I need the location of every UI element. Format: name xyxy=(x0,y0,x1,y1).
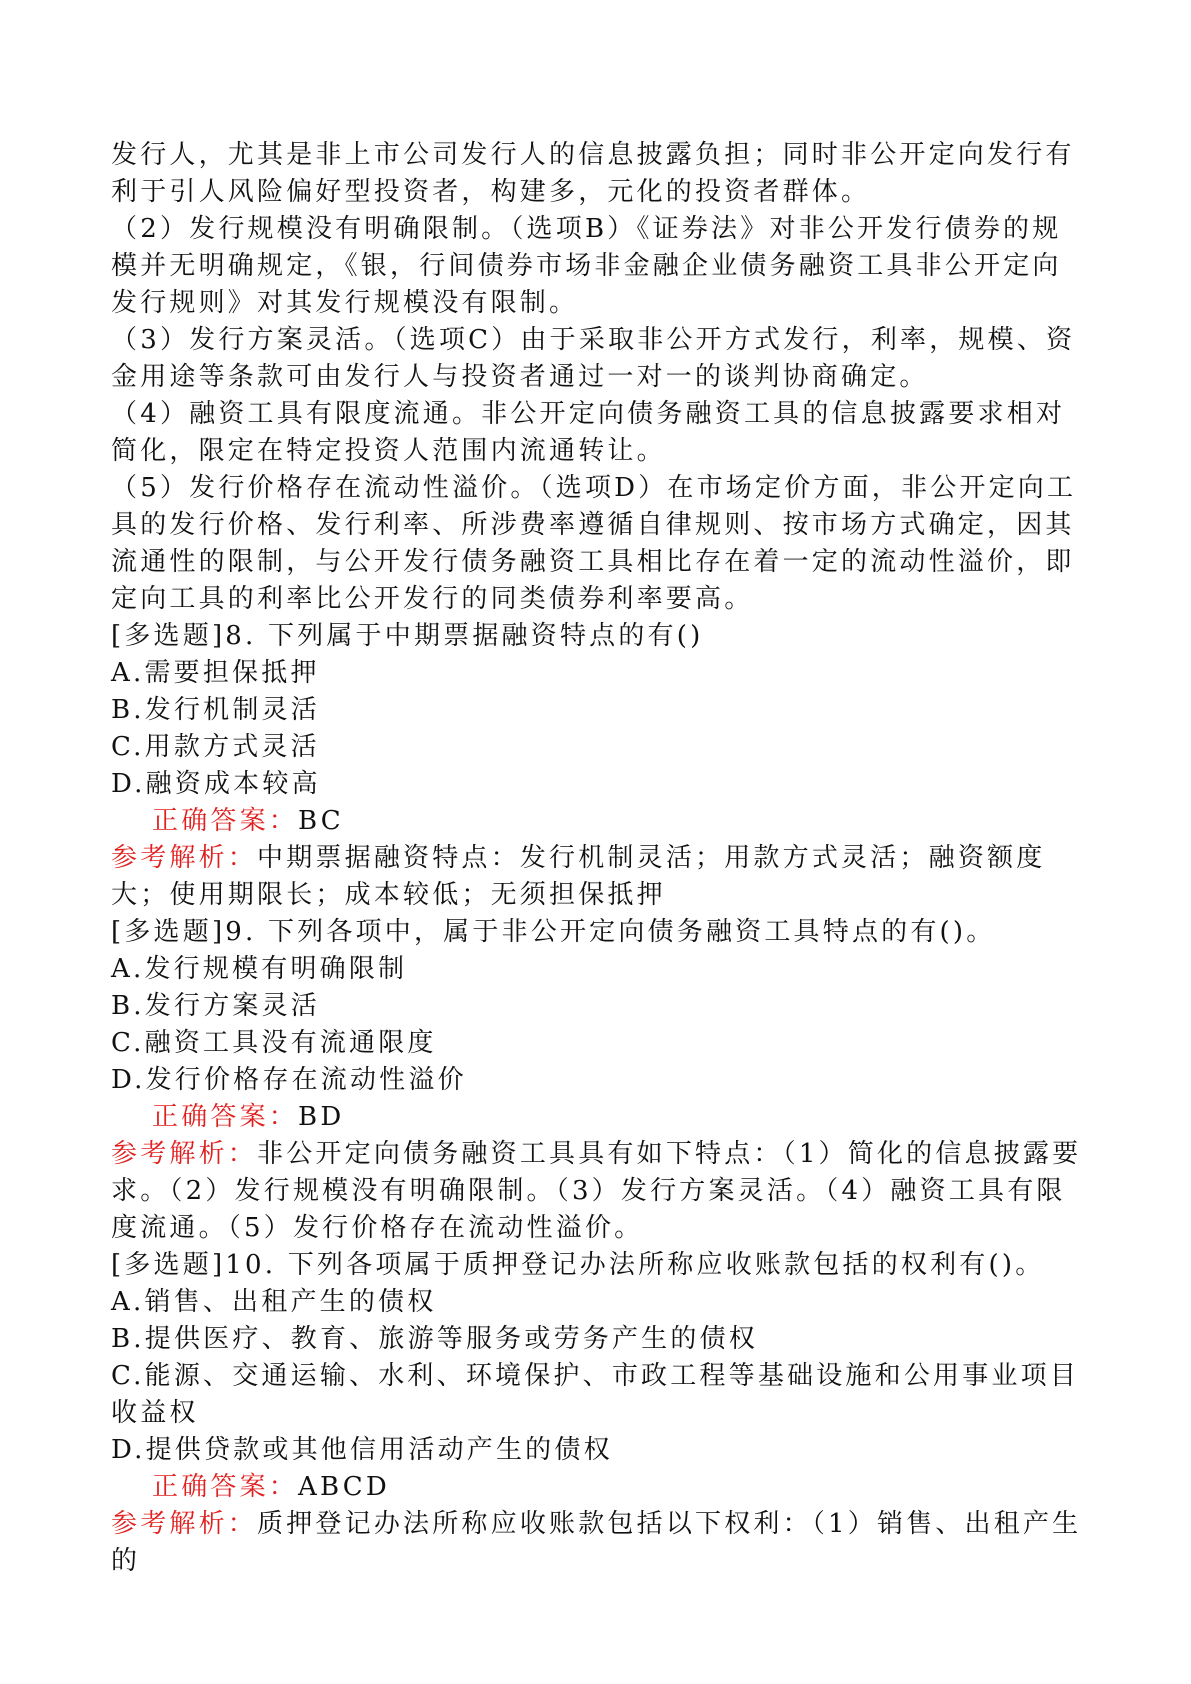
correct-answer xyxy=(111,1469,1086,1506)
answer-label: 正确答案： xyxy=(152,1472,299,1502)
analysis xyxy=(111,1136,1086,1247)
answer-label: 正确答案： xyxy=(152,1102,299,1132)
option-b: B.提供医疗、教育、旅游等服务或劳务产生的债权 xyxy=(111,1324,758,1354)
analysis xyxy=(111,840,1086,914)
explanation-paragraph: （5）发行价格存在流动性溢价。（选项D）在市场定价方面，非公开定向工具的发行价格、发行利率、所涉费率遵循自律规则、按市场方式确定，因其流通性的限制，与公开发行债务融资工具相比存在着一定的流动性溢价，即定向工具的利率比公开发行的同类债券利率要高。 xyxy=(111,473,1077,614)
explanation-paragraph: （2）发行规模没有明确限制。（选项B）《证券法》对非公开发行债券的规模并无明确规定，《银，行间债券市场非金融企业债务融资工具非公开定向发行规则》对其发行规模没有限制。 xyxy=(111,214,1062,318)
option-a: A.需要担保抵押 xyxy=(111,658,320,688)
question-stem: [多选题]9. 下列各项中，属于非公开定向债务融资工具特点的有()。 xyxy=(111,917,996,947)
analysis xyxy=(111,1506,1086,1580)
analysis-label: 参考解析： xyxy=(111,1139,258,1169)
answer-value: BD xyxy=(298,1102,345,1132)
answer-value: ABCD xyxy=(298,1472,390,1502)
question-stem: [多选题]10. 下列各项属于质押登记办法所称应收账款包括的权利有()。 xyxy=(111,1250,1045,1280)
explanation-paragraph: （4）融资工具有限度流通。非公开定向债务融资工具的信息披露要求相对简化，限定在特定投资人范围内流通转让。 xyxy=(111,399,1066,466)
option-d: D.发行价格存在流动性溢价 xyxy=(111,1065,467,1095)
option-c: C.融资工具没有流通限度 xyxy=(111,1028,437,1058)
analysis-label: 参考解析： xyxy=(111,1509,258,1539)
explanation-paragraph: （3）发行方案灵活。（选项C）由于采取非公开方式发行，利率，规模、资金用途等条款可由发行人与投资者通过一对一的谈判协商确定。 xyxy=(111,325,1076,392)
option-c: C.用款方式灵活 xyxy=(111,732,320,762)
analysis-text: 质押登记办法所称应收账款包括以下权利：（1）销售、出租产生的 xyxy=(111,1509,1082,1576)
analysis-text: 非公开定向债务融资工具具有如下特点：（1）简化的信息披露要求。（2）发行规模没有明确限制。（3）发行方案灵活。（4）融资工具有限度流通。（5）发行价格存在流动性溢价。 xyxy=(111,1139,1082,1243)
document-page xyxy=(111,137,1086,1580)
answer-label: 正确答案： xyxy=(152,806,299,836)
option-c: C.能源、交通运输、水利、环境保护、市政工程等基础设施和公用事业项目收益权 xyxy=(111,1361,1080,1428)
answer-value: BC xyxy=(298,806,344,836)
option-a: A.销售、出租产生的债权 xyxy=(111,1287,437,1317)
correct-answer xyxy=(111,803,1086,840)
previous-explanation xyxy=(111,137,1086,618)
correct-answer xyxy=(111,1099,1086,1136)
question-block-10 xyxy=(111,1247,1086,1580)
option-d: D.融资成本较高 xyxy=(111,769,321,799)
option-d: D.提供贷款或其他信用活动产生的债权 xyxy=(111,1435,613,1465)
option-b: B.发行机制灵活 xyxy=(111,695,320,725)
option-a: A.发行规模有明确限制 xyxy=(111,954,408,984)
option-b: B.发行方案灵活 xyxy=(111,991,320,1021)
question-stem: [多选题]8. 下列属于中期票据融资特点的有() xyxy=(111,621,704,651)
analysis-label: 参考解析： xyxy=(111,843,258,873)
question-block-8 xyxy=(111,618,1086,914)
explanation-paragraph: 发行人，尤其是非上市公司发行人的信息披露负担；同时非公开定向发行有利于引人风险偏好型投资者，构建多，元化的投资者群体。 xyxy=(111,140,1075,207)
analysis-text: 中期票据融资特点：发行机制灵活；用款方式灵活；融资额度大；使用期限长；成本较低；无须担保抵押 xyxy=(111,843,1046,910)
question-block-9 xyxy=(111,914,1086,1247)
